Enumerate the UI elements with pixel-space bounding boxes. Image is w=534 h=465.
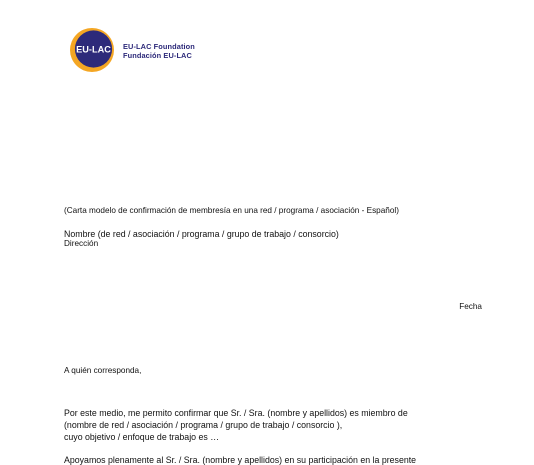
body-line-2: (nombre de red / asociación / programa / grupo de trabajo / consorcio ), — [64, 420, 343, 430]
date-label: Fecha — [459, 302, 482, 311]
organization-name-en: EU-LAC Foundation — [123, 42, 195, 51]
organization-name — [123, 43, 195, 60]
eu-lac-logo — [68, 26, 116, 74]
body-line-4: Apoyamos plenamente al Sr. / Sra. (nombre y apellidos) en su participación en la presente — [64, 455, 417, 465]
sender-name: Nombre (de red / asociación / programa / grupo de trabajo / consorcio) — [64, 229, 339, 239]
sender-address: Dirección — [64, 239, 99, 248]
logo-label: EU-LAC — [76, 44, 111, 55]
organization-name-es: Fundación EU-LAC — [123, 50, 192, 60]
body-line-1: Por este medio, me permito confirmar que Sr. / Sra. (nombre y apellidos) es miembro de — [64, 408, 408, 418]
body-line-3: cuyo objetivo / enfoque de trabajo es … — [64, 432, 220, 442]
salutation: A quién corresponda, — [64, 366, 142, 375]
model-note: (Carta modelo de confirmación de membresía en una red / programa / asociación - Español) — [64, 206, 399, 215]
